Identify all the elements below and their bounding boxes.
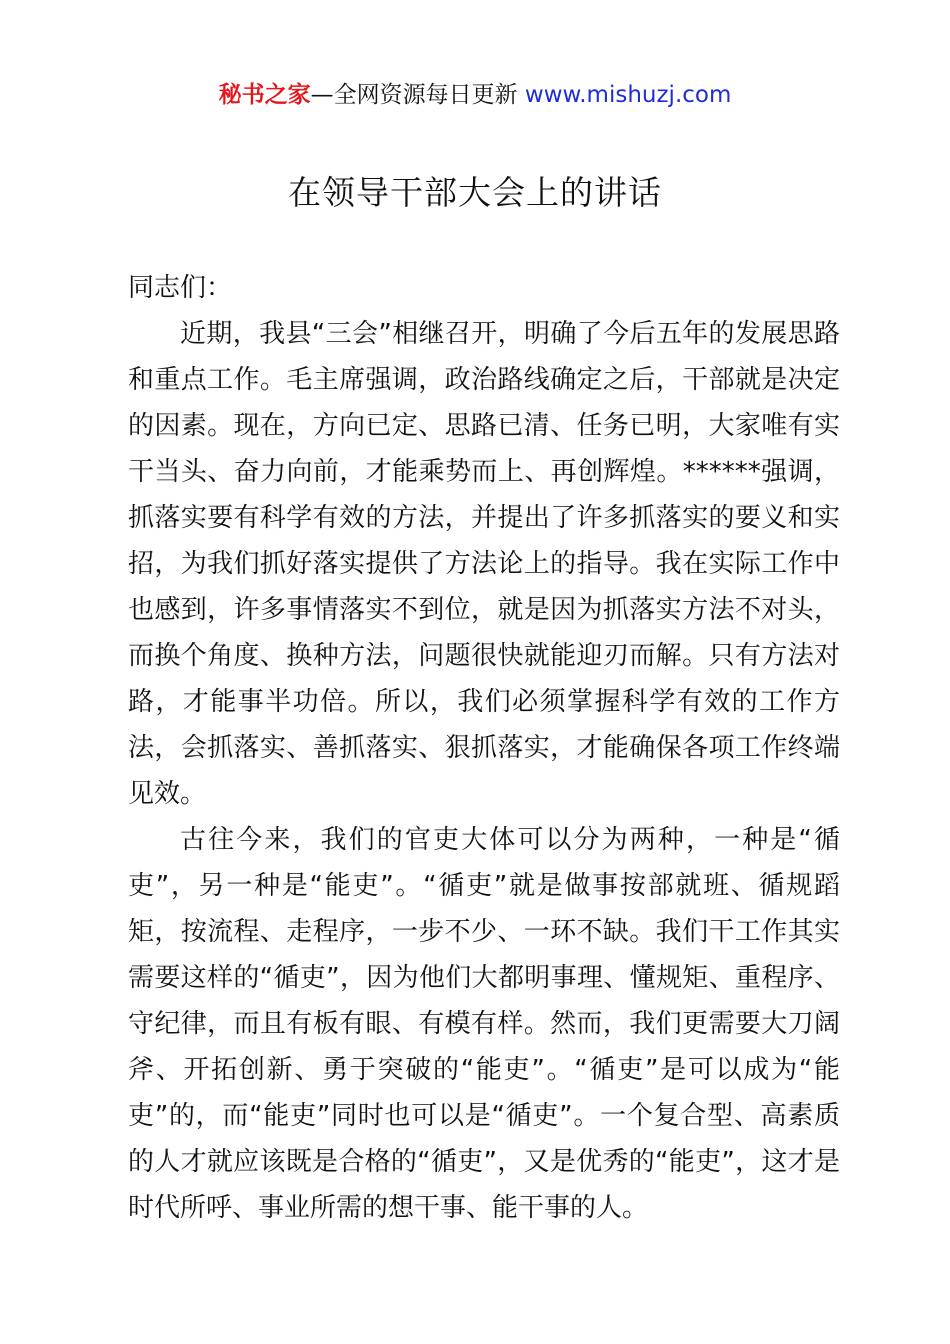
paragraph-2: 古往今来，我们的官吏大体可以分为两种，一种是“循吏”，另一种是“能吏”。“循吏”就是做事按部就班、循规蹈矩，按流程、走程序，一步不少、一环不缺。我们干工作其实需要这样的“循吏”，因为他们大都明事理、懂规矩、重程序、守纪律，而且有板有眼、有模有样。然而，我们更需要大刀阔斧、开拓创新、勇于突破的“能吏”。“循吏”是可以成为“能吏”的，而“能吏”同时也可以是“循吏”。一个复合型、高素质的人才就应该既是合格的“循吏”，又是优秀的“能吏”，这才是时代所呼、事业所需的想干事、能干事的人。 <box>128 825 840 1223</box>
document-title: 在领导干部大会上的讲话 <box>288 173 662 212</box>
salutation: 同志们： <box>128 273 233 303</box>
header-tagline: —全网资源每日更新 <box>310 82 518 108</box>
paragraph-1: 近期，我县“三会”相继召开，明确了今后五年的发展思路和重点工作。毛主席强调，政治路线确定之后，干部就是决定的因素。现在，方向已定、思路已清、任务已明，大家唯有实干当头、奋力向前，才能乘势而上、再创辉煌。******强调，抓落实要有科学有效的方法，并提出了许多抓落实的要义和实招，为我们抓好落实提供了方法论上的指导。我在实际工作中也感到，许多事情落实不到位，就是因为抓落实方法不对头，而换个角度、换种方法，问题很快就能迎刃而解。只有方法对路，才能事半功倍。所以，我们必须掌握科学有效的工作方法，会抓落实、善抓落实、狠抓落实，才能确保各项工作终端见效。 <box>128 319 840 809</box>
site-header <box>0 78 950 112</box>
site-url-link[interactable]: www.mishuzj.com <box>524 82 732 108</box>
document-body <box>128 265 840 1231</box>
brand-name: 秘书之家 <box>218 82 311 108</box>
